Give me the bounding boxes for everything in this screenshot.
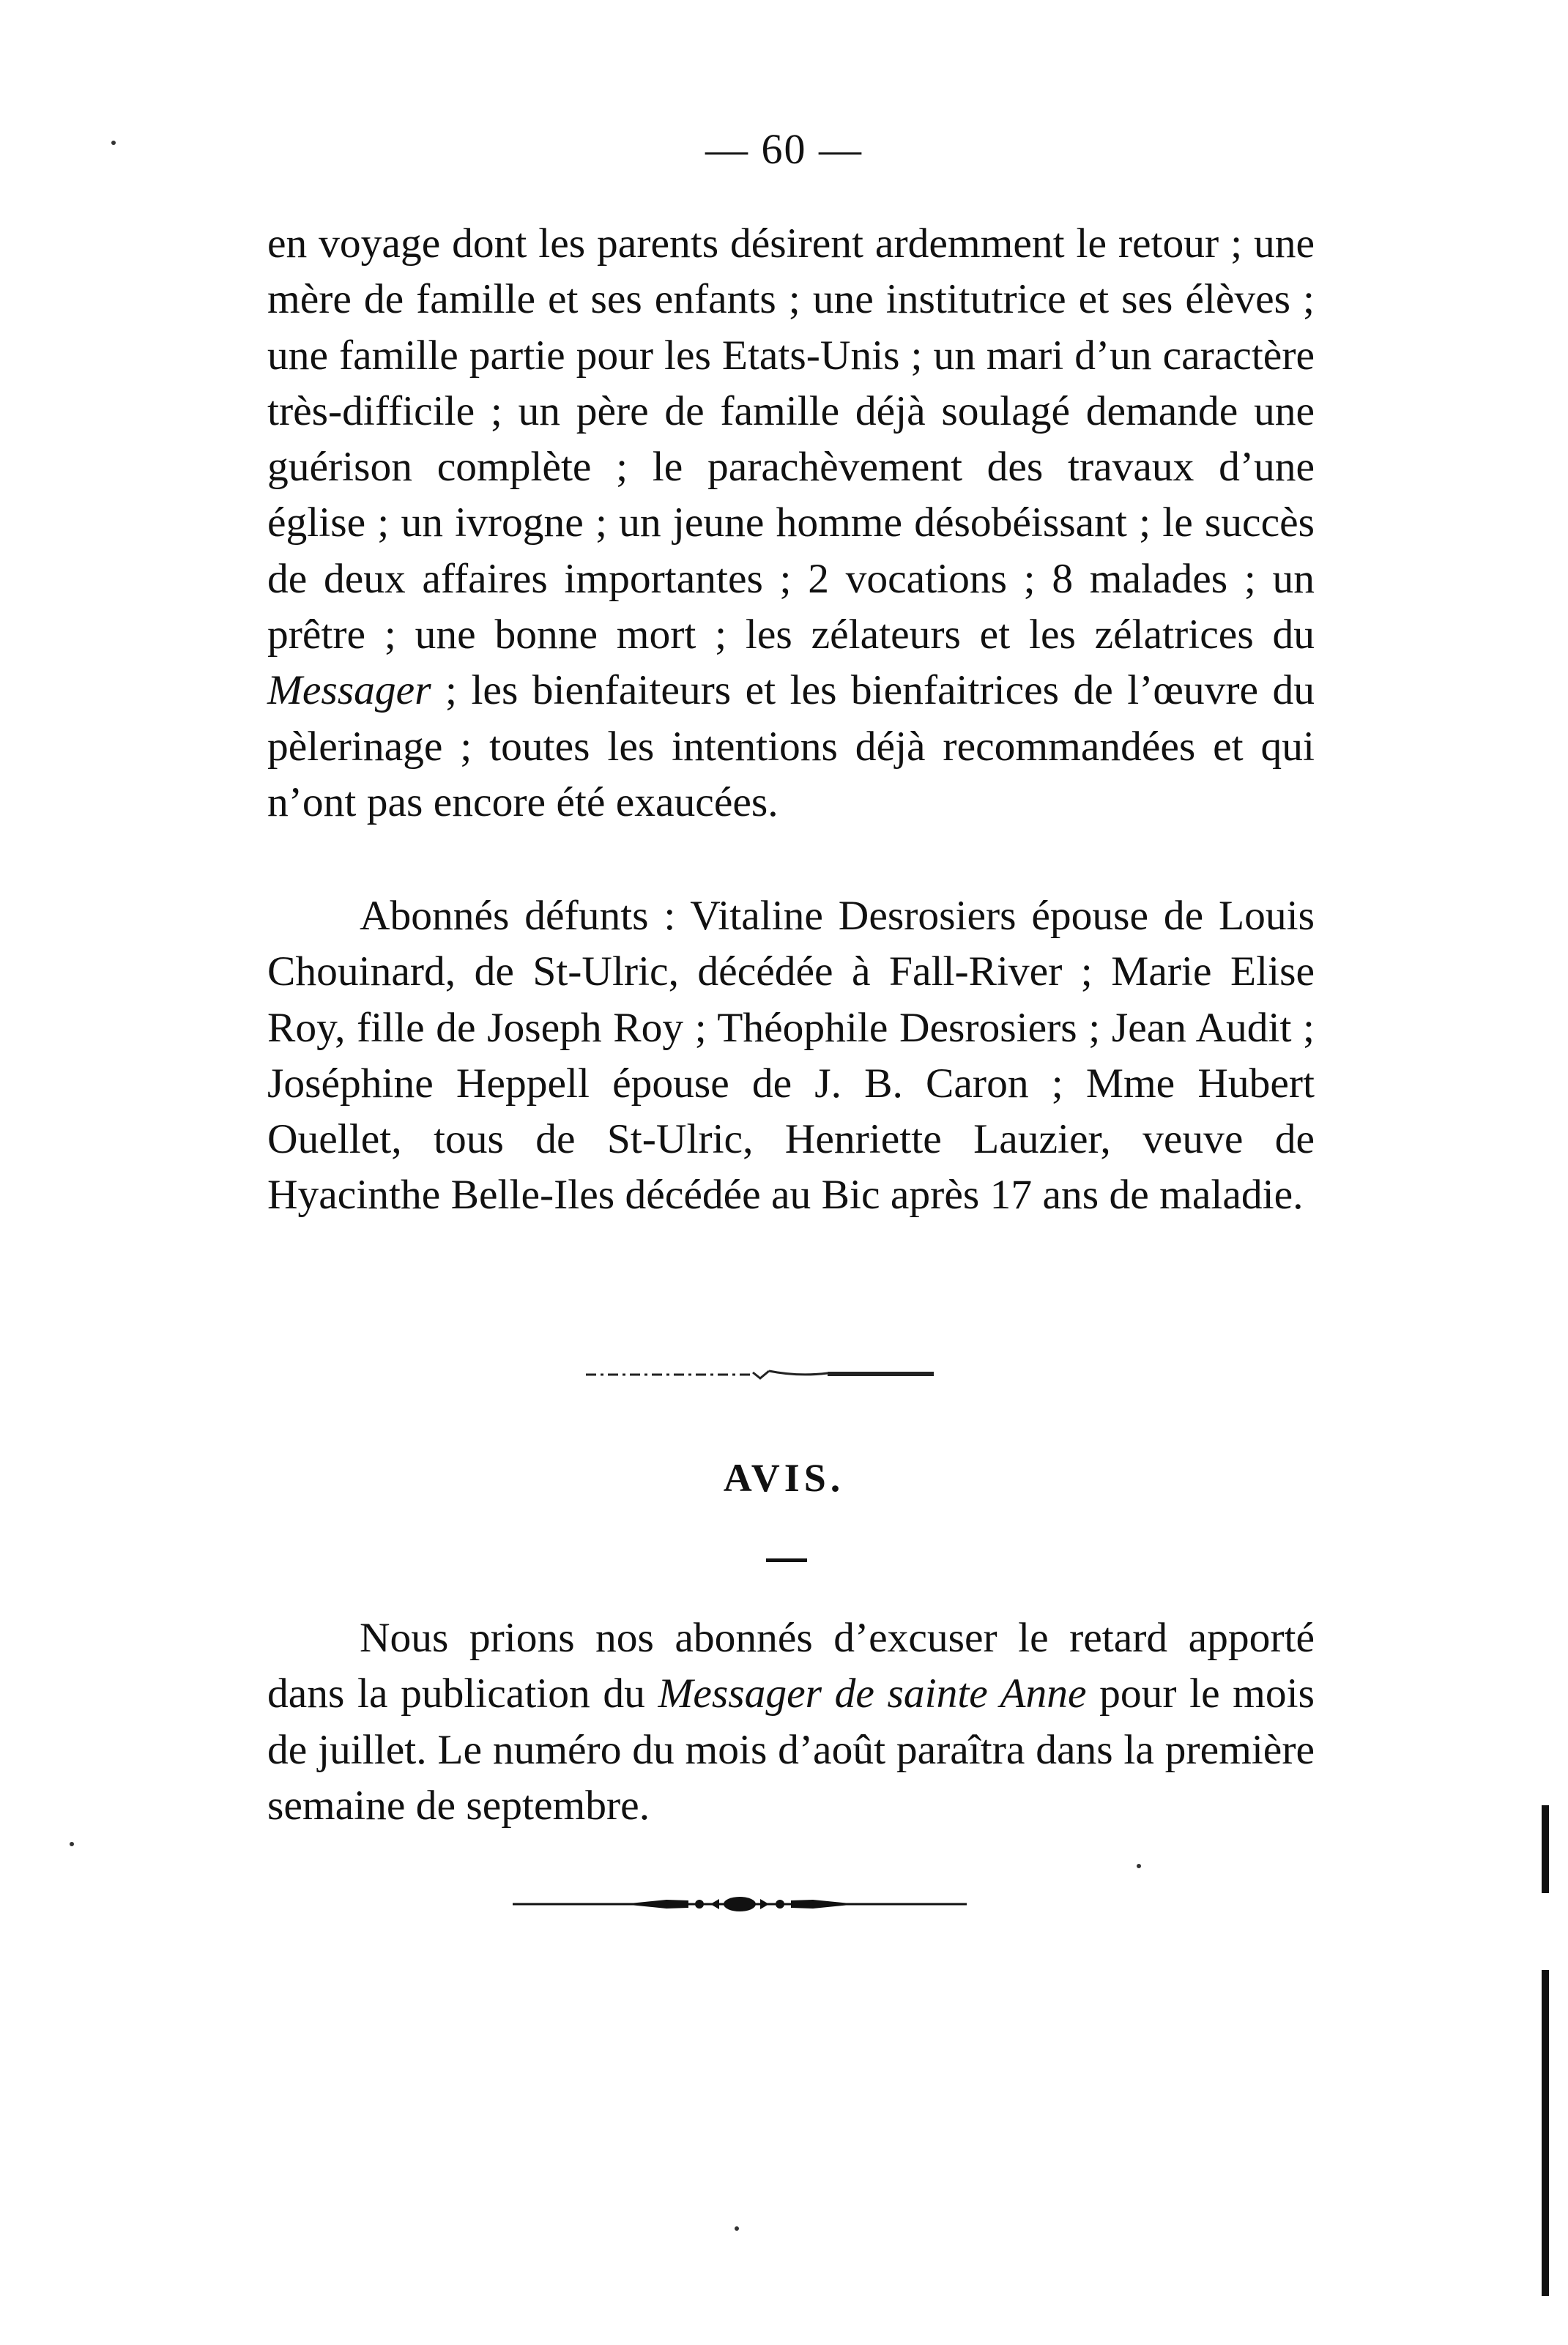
intentions-text-end: ; les bienfaiteurs et les bienfaitrices de l’œuvre du pèlerinage ; toutes les intentions déjà recommandées et qui n’ont pas encore été exaucées. — [267, 667, 1315, 825]
messager-title: Messager — [267, 667, 431, 714]
avis-text: Nous prions nos abonnés d’excuser le retard apporté dans la publication du — [267, 1615, 1315, 1717]
publication-title: Messager de sainte Anne — [658, 1671, 1087, 1717]
scan-speck — [111, 141, 116, 145]
scan-speck — [1137, 1864, 1141, 1868]
section-divider-ornament — [586, 1362, 937, 1384]
scan-edge-bar — [1542, 1970, 1549, 2296]
avis-paragraph — [267, 1610, 1315, 1834]
avis-text-end: pour le mois de juillet. Le numéro du mois d’août paraîtra dans la première semaine de septembre. — [267, 1671, 1315, 1829]
defunts-text: Abonnés défunts : Vitaline Desrosiers épouse de Louis Chouinard, de St-Ulric, décédée à Fall-River ; Marie Elise Roy, fille de Joseph Roy ; Théophile Desrosiers ; Jean Audit ; Joséphine Heppell épouse de J. B. Caron ; Mme Hubert Ouellet, tous de St-Ulric, Henriette Lauzier, veuve de Hyacinthe Belle-Iles décédée au Bic après 17 ans de maladie. — [267, 893, 1315, 1219]
intentions-text: en voyage dont les parents désirent ardemment le retour ; une mère de famille et ses enfants ; une institutrice et ses élèves ; une famille partie pour les Etats-Unis ; un mari d’un caractère très-difficile ; un père de famille déjà soulagé demande une guérison complète ; le parachèvement des travaux d’une église ; un ivrogne ; un jeune homme désobéissant ; le succès de deux affaires importantes ; 2 vocations ; 8 malades ; un prêtre ; une bonne mort ; les zélateurs et les zélatrices du — [267, 220, 1315, 658]
heading-dash — [766, 1558, 807, 1562]
scan-speck — [70, 1842, 74, 1846]
scan-speck — [735, 2226, 739, 2231]
scan-edge-bar — [1542, 1805, 1549, 1893]
page-number: — 60 — — [705, 125, 863, 173]
intentions-paragraph — [267, 216, 1315, 830]
end-ornament — [513, 1889, 967, 1919]
avis-heading: AVIS. — [723, 1456, 845, 1500]
defunts-paragraph — [267, 888, 1315, 1224]
